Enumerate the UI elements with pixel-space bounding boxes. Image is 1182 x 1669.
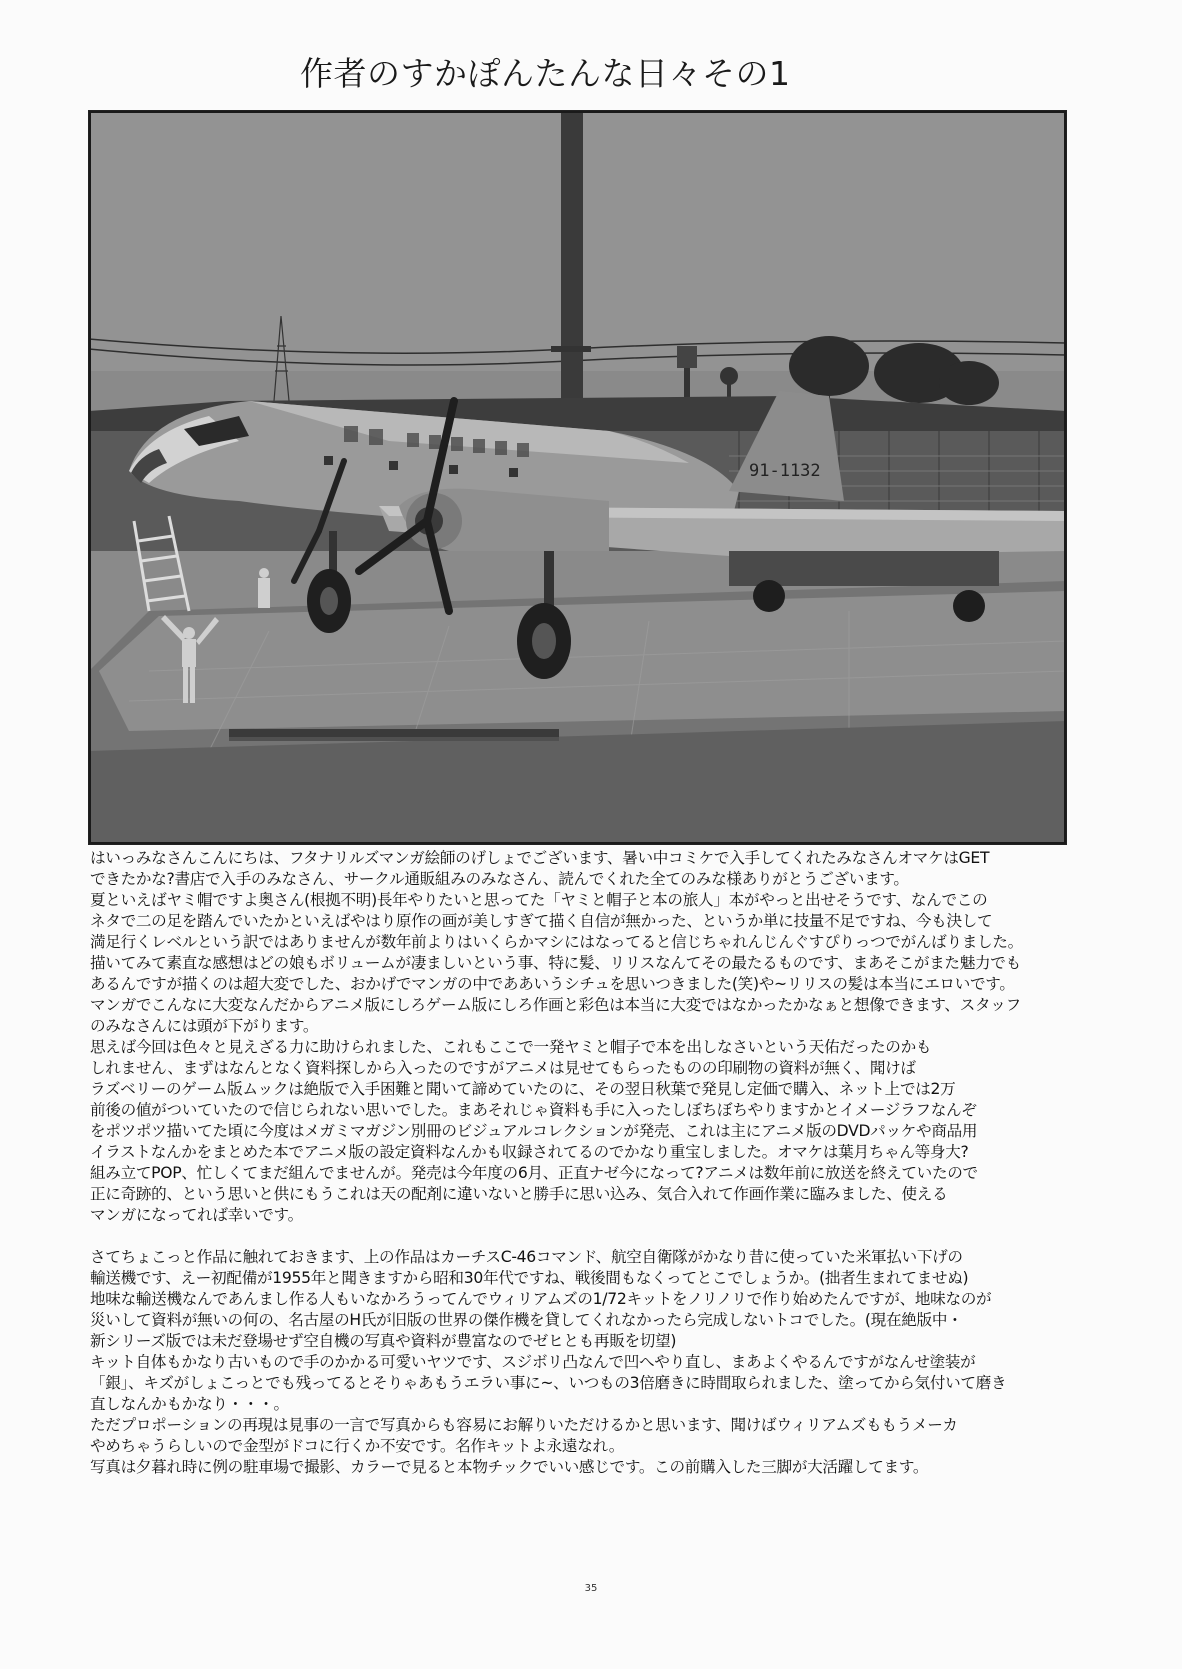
- text-line: 輸送機です、えー初配備が1955年と聞きますから昭和30年代ですね、戦後間もなくってとこでしょうか。(拙者生まれてませぬ): [90, 1269, 969, 1287]
- text-line: ラズベリーのゲーム版ムックは絶版で入手困難と聞いて諦めていたのに、その翌日秋葉で発見し定価で購入、ネット上では2万: [90, 1080, 956, 1098]
- text-line: ネタで二の足を踏んでいたかといえばやはり原作の画が美しすぎて描く自信が無かった、というか単に技量不足ですね、今も決して: [90, 912, 993, 930]
- page-title: 作者のすかぽんたんな日々その1: [300, 54, 791, 93]
- aircraft-marking: 91-1132: [749, 461, 821, 481]
- text-line: 夏といえばヤミ帽ですよ奥さん(根拠不明)長年やりたいと思ってた「ヤミと帽子と本の旅人」本がやっと出せそうです、なんでこの: [90, 891, 988, 909]
- text-line: 正に奇跡的、という思いと供にもうこれは天の配剤に違いないと勝手に思い込み、気合入れて作画作業に臨みました、使える: [90, 1185, 948, 1203]
- text-line: 満足行くレベルという訳ではありませんが数年前よりはいくらかマシにはなってると信じちゃれんじんぐすぴりっつでがんばりました。: [90, 933, 1023, 951]
- text-line: やめちゃうらしいので金型がドコに行くか不安です。名作キットよ永遠なれ。: [90, 1437, 625, 1455]
- paragraph-intro: [90, 848, 1090, 1226]
- text-line: 直しなんかもかなり・・・。: [90, 1395, 289, 1413]
- text-line: あるんですが描くのは超大変でした、おかげでマンガの中でああいうシチュを思いつきました(笑)や~リリスの髪は本当にエロいです。: [90, 975, 1015, 993]
- text-line: のみなさんには頭が下がります。: [90, 1017, 319, 1035]
- article-body: [90, 848, 1090, 1478]
- text-line: 地味な輸送機なんであんまし作る人もいなかろうってんでウィリアムズの1/72キットをノリノリで作り始めたんですが、地味なのが: [90, 1290, 992, 1308]
- text-line: 組み立てPOP、忙しくてまだ組んでませんが。発売は今年度の6月、正直ナゼ今になって?アニメは数年前に放送を終えていたので: [90, 1164, 978, 1182]
- text-line: 描いてみて素直な感想はどの娘もボリュームが凄ましいという事、特に髪、リリスなんてその最たるものです、まあそこがまた魅力でも: [90, 954, 1021, 972]
- text-line: 思えば今回は色々と見えざる力に助けられました、これもここで一発ヤミと帽子で本を出しなさいという天佑だったのかも: [90, 1038, 932, 1056]
- utility-pole: [561, 111, 583, 441]
- paragraph-model-notes: [90, 1247, 1090, 1478]
- text-line: ただプロポーションの再現は見事の一言で写真からも容易にお解りいただけるかと思います、聞けばウィリアムズももうメーカ: [90, 1416, 958, 1434]
- text-line: はいっみなさんこんにちは、フタナリルズマンガ絵師のげしょでございます、暑い中コミケで入手してくれたみなさんオマケはGET: [90, 849, 990, 867]
- aircraft-model-photo: [88, 110, 1067, 845]
- text-line: イラストなんかをまとめた本でアニメ版の設定資料なんかも収録されてるのでかなり重宝しました。オマケは葉月ちゃん等身大?: [90, 1143, 969, 1161]
- text-line: 「銀」、キズがしょこっとでも残ってるとそりゃあもうエラい事に~、いつもの3倍磨きに時間取られました、塗ってから気付いて磨き: [90, 1374, 1007, 1392]
- text-line: さてちょこっと作品に触れておきます、上の作品はカーチスC-46コマンド、航空自衛隊がかなり昔に使っていた米軍払い下げの: [90, 1248, 963, 1266]
- text-line: 新シリーズ版では未だ登場せず空自機の写真や資料が豊富なのでゼヒとも再販を切望): [90, 1332, 677, 1350]
- text-line: 写真は夕暮れ時に例の駐車場で撮影、カラーで見ると本物チックでいい感じです。この前購入した三脚が大活躍してます。: [90, 1458, 929, 1476]
- text-line: しれません、まずはなんとなく資料探しから入ったのですがアニメは見せてもらったものの印刷物の資料が無く、聞けば: [90, 1059, 916, 1077]
- paragraph-gap: [90, 1226, 1090, 1247]
- text-line: 前後の値がついていたので信じられない思いでした。まあそれじゃ資料も手に入ったしぼちぼちやりますかとイメージラフなんぞ: [90, 1101, 977, 1119]
- text-line: できたかな?書店で入手のみなさん、サークル通販組みのみなさん、読んでくれた全てのみな様ありがとうございます。: [90, 870, 909, 888]
- text-line: をポツポツ描いてた頃に今度はメガミマガジン別冊のビジュアルコレクションが発売、これは主にアニメ版のDVDパッケや商品用: [90, 1122, 978, 1140]
- text-line: キット自体もかなり古いもので手のかかる可愛いヤツです、スジボリ凸なんで凹へやり直し、まあよくやるんですがなんせ塗装が: [90, 1353, 976, 1371]
- page-number: 35: [584, 1583, 598, 1594]
- text-line: マンガでこんなに大変なんだからアニメ版にしろゲーム版にしろ作画と彩色は本当に大変ではなかったかなぁと想像できます、スタッフ: [90, 996, 1021, 1014]
- text-line: マンガになってれば幸いです。: [90, 1206, 303, 1224]
- text-line: 災いして資料が無いの何の、名古屋のH氏が旧版の世界の傑作機を貸してくれなかったら完成しないトコでした。(現在絶版中・: [90, 1311, 963, 1329]
